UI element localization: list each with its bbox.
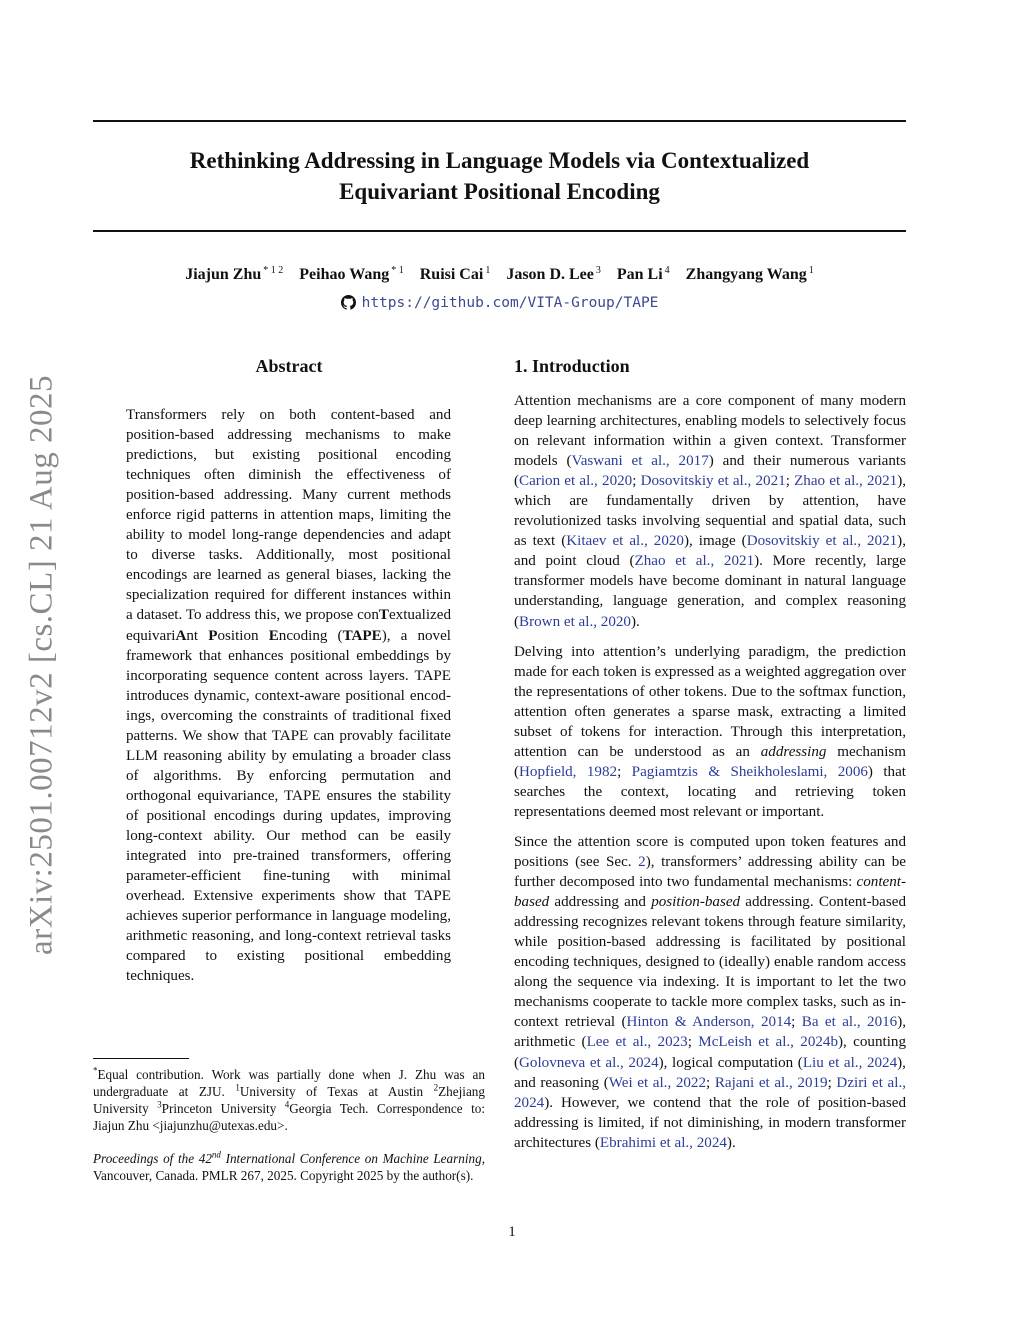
section-heading: 1. Introduction <box>514 356 630 376</box>
text: ), and point cloud ( <box>514 533 906 570</box>
author-name: Jiajun Zhu <box>185 266 262 284</box>
citation-link[interactable]: Dziri et al., 2024 <box>514 1074 906 1111</box>
abstract-text: extualized equivari <box>126 607 451 644</box>
affil-mark: 4 <box>284 1099 290 1110</box>
author-name: Ruisi Cai <box>419 266 484 284</box>
citation-link[interactable]: Vaswani et al., 2017 <box>571 453 709 470</box>
citation-link[interactable]: McLeish et al., 2024b <box>698 1034 839 1051</box>
proceedings-text: International Conference on Machine Learning <box>220 1151 482 1166</box>
abstract-text: osition <box>217 627 269 644</box>
citation-link[interactable]: Dosovitskiy et al., 2021 <box>746 533 898 550</box>
footnote-mark: * <box>93 1065 98 1076</box>
text: ), and reasoning ( <box>514 1054 906 1091</box>
text: addressing. Content-based addressing recognizes relevant tokens through feature similarity, while position-based addressing is facilitated by positional encoding techniques, designed to (ideally) enable random access along the sequence via indexing. It is important to let the two mechanisms cooperate to tackle more complex tasks, such as in-context retrieval ( <box>514 894 907 1031</box>
citation-link[interactable]: Zhao et al., 2021 <box>794 473 898 490</box>
section-link[interactable]: 2 <box>638 854 646 871</box>
page-number: 1 <box>508 1224 516 1240</box>
citation-link[interactable]: Rajani et al., 2019 <box>714 1074 828 1091</box>
author-name: Zhangyang Wang <box>685 266 807 284</box>
text: ), which are fundamentally driven by attention, have revolutionized tasks involving sequential and spatial data, such as text ( <box>514 473 907 550</box>
title-rule-top <box>93 120 906 122</box>
paragraph <box>514 642 906 822</box>
proceedings-number: 42 <box>198 1151 212 1166</box>
citation-link[interactable]: Ebrahimi et al., 2024 <box>599 1134 727 1151</box>
abstract-text: Transformers rely on both content-based and position-based addressing mechanisms to make predictions, but existing positional encoding techniques often diminish the effectiveness of position-based addressing. Many current methods enforce rigid patterns in attention maps, limiting the ability to model long-range dependencies and adapt to diverse tasks. Additionally, most positional encodings are learned as general biases, lacking the specialization required for different instances within a dataset. To address this, we propose con <box>126 407 451 624</box>
author-affil: 1 <box>485 265 491 276</box>
text: ), transformers’ addressing ability can be further decomposed into two fundamental mechanisms: <box>514 854 906 891</box>
text: ) and their numerous variants ( <box>514 453 906 490</box>
citation-link[interactable]: Lee et al., 2023 <box>586 1034 688 1051</box>
title-rule-bottom <box>93 230 906 232</box>
repo-link-row <box>93 295 906 311</box>
author-name: Peihao Wang <box>299 266 390 284</box>
text: ) that searches the context, locating and retrieving token representations deemed most relevant or important. <box>514 763 906 820</box>
repo-link[interactable]: https://github.com/VITA-Group/TAPE <box>361 295 659 311</box>
text: Delving into attention’s underlying paradigm, the prediction made for each token is expressed as a weighted aggregation over the representations of other tokens. Due to the softmax function, attention often generates a sparse mask, extracting a limited subset of tokens for interaction. Through this interpretation, attention can be understood as an <box>514 643 906 760</box>
citation-link[interactable]: Zhao et al., 2021 <box>634 553 755 570</box>
author <box>617 266 670 283</box>
text: addressing and <box>549 894 652 911</box>
footnote-text: Equal contribution. Work was partially done when J. Zhu was an undergraduate at ZJU. <box>93 1067 485 1099</box>
author-affil: 1 <box>808 265 814 276</box>
footnote-text: Princeton University <box>161 1101 285 1116</box>
footnote-text: Georgia Tech. Correspondence to: Jiajun Zhu <jiajunzhu@utexas.edu>. <box>93 1101 485 1133</box>
proceedings-text: Proceedings of the <box>93 1151 199 1166</box>
author-affil: * 1 <box>391 265 404 276</box>
text: ), counting ( <box>514 1034 906 1071</box>
text: ), arithmetic ( <box>514 1014 907 1051</box>
citation-link[interactable]: Wei et al., 2022 <box>608 1074 707 1091</box>
author-list <box>93 265 906 284</box>
text: ), image ( <box>683 533 747 550</box>
emphasis: content-based <box>514 874 906 911</box>
text: mechanism ( <box>514 743 907 780</box>
author <box>686 266 814 283</box>
proceedings-note <box>93 1150 485 1184</box>
affil-mark: 3 <box>157 1099 162 1110</box>
text: ; <box>791 1014 802 1031</box>
author-name: Jason D. Lee <box>506 266 594 284</box>
text: ). More recently, large transformer models have become dominant in natural language understanding, language generation, and complex reasoning ( <box>514 553 907 630</box>
paper-title <box>93 145 906 207</box>
citation-link[interactable]: Golovneva et al., 2024 <box>519 1054 659 1071</box>
text: ; <box>617 763 632 780</box>
proceedings-text: , Vancouver, Canada. PMLR 267, 2025. Copyright 2025 by the author(s). <box>93 1151 485 1183</box>
text: ; <box>827 1074 837 1091</box>
author-affil: * 1 2 <box>263 265 284 276</box>
citation-link[interactable]: Kitaev et al., 2020 <box>566 533 684 550</box>
text: Since the attention score is computed upon token features and positions (see Sec. <box>514 833 906 871</box>
paragraph <box>514 832 906 1153</box>
github-icon <box>341 295 362 311</box>
affil-mark: 1 <box>235 1082 240 1093</box>
author <box>299 266 403 283</box>
author-name: Pan Li <box>616 266 663 284</box>
text: ), logical computation ( <box>658 1054 803 1071</box>
text: ). <box>630 613 640 630</box>
citation-link[interactable]: Dosovitskiy et al., 2021 <box>640 473 786 490</box>
citation-link[interactable]: Liu et al., 2024 <box>802 1054 898 1071</box>
citation-link[interactable]: Hinton & Anderson, 2014 <box>626 1014 792 1031</box>
emphasis: position-based <box>651 894 741 911</box>
text: ; <box>706 1074 715 1091</box>
emphasis: addressing <box>760 743 827 760</box>
text: ; <box>632 473 641 490</box>
citation-link[interactable]: Ba et al., 2016 <box>801 1014 898 1031</box>
footnote-rule <box>93 1058 189 1059</box>
title-line: Equivariant Positional Encoding <box>339 179 660 204</box>
abstract-text: nt <box>186 627 209 644</box>
citation-link[interactable]: Hopfield, 1982 <box>519 763 618 780</box>
text: Attention mechanisms are a core component of many modern deep learning architectures, enabling models to selectively focus on relevant information within a given context. Transformer models ( <box>514 393 906 470</box>
author-affil: 4 <box>664 265 670 276</box>
abstract-heading: Abstract <box>255 356 323 376</box>
citation-link[interactable]: Pagiamtzis & Sheikholeslami, 2006 <box>631 763 868 780</box>
footnote-text: Zhejiang University <box>93 1084 485 1116</box>
citation-link[interactable]: Carion et al., 2020 <box>519 473 633 490</box>
text: ). However, we contend that the role of position-based addressing is limited, if not diminishing, in modern transformer architectures ( <box>514 1094 906 1151</box>
author <box>185 266 283 283</box>
paragraph <box>514 391 906 632</box>
footnote-text: University of Texas at Austin <box>239 1084 434 1099</box>
abstract-text: ncoding ( <box>278 627 343 644</box>
right-column <box>514 352 906 1153</box>
text: ). <box>726 1134 736 1151</box>
affil-mark: 2 <box>433 1082 439 1093</box>
author <box>420 266 491 283</box>
text: ; <box>785 473 795 490</box>
abstract-text: ), a novel framework that enhances positional embeddings by incorporating sequence content across layers. TAPE introduces dynamic, context-aware positional encodings, overcoming the constraints of traditional fixed patterns. We show that TAPE can provably facilitate LLM reasoning ability by emulating a broader class of algorithms. By enforcing permutation and orthogonal equivariance, TAPE ensures the stability of positional encodings during updates, improving long-context ability. Our method can be easily integrated into pre-trained transformers, offering parameter-efficient fine-tuning with minimal overhead. Extensive experiments show that TAPE achieves superior performance in language modeling, arithmetic reasoning, and long-context retrieval tasks compared to existing positional embedding techniques. <box>126 627 451 985</box>
text: ; <box>687 1034 699 1051</box>
citation-link[interactable]: Brown et al., 2020 <box>519 613 631 630</box>
abstract-body <box>126 405 451 986</box>
acronym-tape: TAPE <box>342 627 382 644</box>
left-column <box>93 352 485 986</box>
arxiv-id: arXiv:2501.00712v2 [cs.CL] 21 Aug 2025 <box>23 375 60 955</box>
acronym-letter: T <box>378 607 389 624</box>
acronym-letter: E <box>268 627 279 644</box>
acronym-letter: P <box>208 627 218 644</box>
title-line: Rethinking Addressing in Language Models via Contextualized <box>189 148 810 173</box>
author <box>506 266 601 283</box>
footnote <box>93 1066 485 1134</box>
author-affil: 3 <box>595 265 601 276</box>
proceedings-ordinal: nd <box>211 1149 221 1160</box>
acronym-letter: A <box>175 627 187 644</box>
